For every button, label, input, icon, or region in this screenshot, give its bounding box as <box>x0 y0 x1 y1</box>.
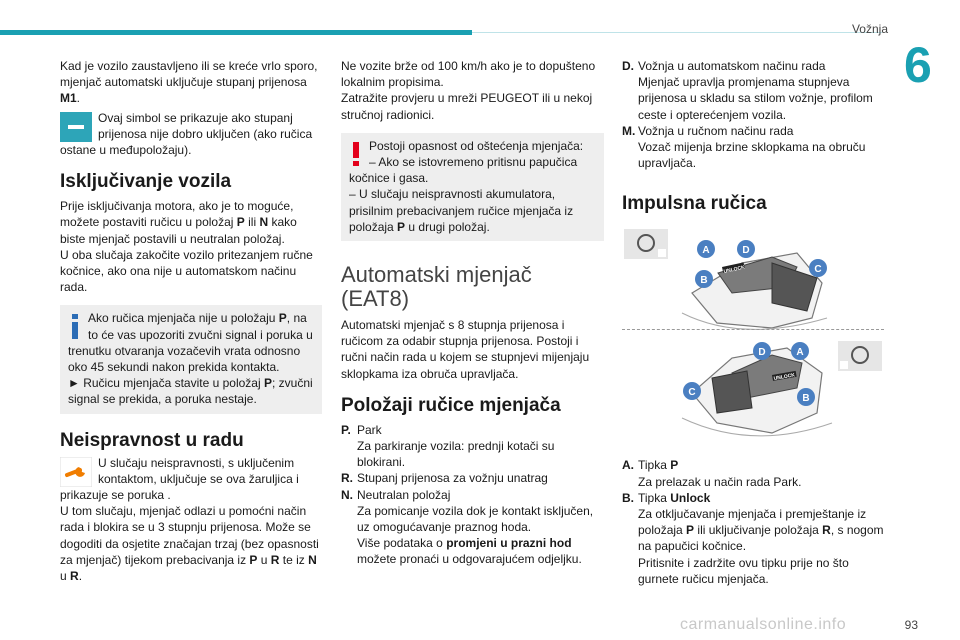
list-item: M. Vožnja u ručnom načinu rada Vozač mijenja brzine sklopkama na obruču upravljača. <box>622 123 866 171</box>
paragraph-eat8: Automatski mjenjač s 8 stupnja prijenosa i ručicom za odabir stupnja prijenosa. Postoji i ručni način rada u kojem se stupnjevi mijenjaju sklopkama iza obruča upravljača. <box>341 318 590 381</box>
paragraph-check: Zatražite provjeru u mreži PEUGEOT ili u nekoj stručnoj radionici. <box>341 91 593 122</box>
list-item: D. Vožnja u automatskom načinu rada Mjenjač upravlja promjenama stupnjeva prijenosa u skladu sa stilom vožnje, profilom ceste i opterećenjem vozila. <box>622 59 873 122</box>
info-icon <box>68 312 82 340</box>
watermark: carmanualsonline.info <box>680 616 847 633</box>
paragraph-shutdown: Prije isključivanja motora, ako je to moguće, možete postaviti ručicu u položaj P ili N kako biste mjenjač postavili u neutralan položaj. <box>60 199 297 246</box>
figure-label-text: D <box>742 245 750 257</box>
steering-wheel-left-icon <box>624 229 668 259</box>
chapter-number: 6 <box>904 37 932 93</box>
unlock-button-label: UNLOCK <box>773 372 796 383</box>
paragraph-fault-detail: U tom slučaju, mjenjač odlazi u pomoćni način rada i blokira se u 3 stupnju prijenosa. Može se dogoditi da osjetite značajan trzaj (bez opasnosti za mjenjač) tijekom prebacivanja iz P u R te iz N u R. <box>60 504 319 584</box>
list-item: R. Stupanj prijenosa za vožnju unatrag <box>341 471 548 486</box>
figure-label-text: B <box>700 275 708 287</box>
page-number: 93 <box>904 618 918 632</box>
paragraph-speed: Ne vozite brže od 100 km/h ako je to dopušteno lokalnim propisima. <box>341 59 596 90</box>
list-item: B. Tipka Unlock Za otključavanje mjenjača i premještanje iz položaja P ili uključivanje položaja R, s nogom na papučici kočnice. Pritisnite i zadržite ovu tipku prije no što gurnete ručicu mjenjača. <box>622 490 884 586</box>
gear-selector-top-drawing <box>682 253 827 329</box>
figure-label-text: D <box>758 347 766 359</box>
heading-automatic: Automatski mjenjač (EAT8) <box>341 262 532 312</box>
gear-selector-illustration <box>622 223 884 453</box>
figure-label-text: C <box>688 387 696 399</box>
figure-label-text: A <box>702 245 710 257</box>
gear-selector-figure <box>622 223 884 453</box>
figure-label-text: C <box>814 264 822 276</box>
wrench-icon <box>60 457 92 487</box>
figure-label-text: A <box>796 347 804 359</box>
list-item: P. Park Za parkiranje vozila: prednji kotači su blokirani. <box>341 422 555 470</box>
heading-iskljucivanje: Isključivanje vozila <box>60 171 232 193</box>
gear-indicator-icon <box>60 112 92 142</box>
section-title: Vožnja <box>851 22 888 36</box>
info-note: Ako ručica mjenjača nije u položaju P, na to će vas upozoriti zvučni signal i poruka u trenutku otvaranja vozačevih vrata odnosno oko 45 sekundi nakon prekida kontakta. ► Ručicu mjenjača stavite u položaj P; zvučni signal se prekida, a poruka nestaje. <box>60 305 322 413</box>
heading-impulsna: Impulsna ručica <box>622 193 767 215</box>
positions-list <box>341 422 604 568</box>
legend-list <box>622 457 884 587</box>
column-3 <box>622 58 884 587</box>
list-item: N. Neutralan položaj Za pomicanje vozila dok je kontakt isključen, uz omogućavanje praznog hoda. Više podataka o promjeni u prazni hod možete pronaći u odgovarajućem odjeljku. <box>341 487 594 567</box>
fault-note: U slučaju neispravnosti, s uključenim kontaktom, uključuje se ova žaruljica i prikazuje se poruka . <box>60 455 299 503</box>
paragraph-handbrake: U oba slučaja zakočite vozilo pritezanjem ručne kočnice, ako ona nije u automatskom načinu rada. <box>60 247 313 295</box>
unlock-button-label: UNLOCK <box>723 265 746 276</box>
list-item: A. Tipka P Za prelazak u način rada Park. <box>622 458 802 489</box>
paragraph-m1: Kad je vozilo zaustavljeno ili se kreće vrlo sporo, mjenjač automatski uključuje stupanj prijenosa M1. <box>60 59 318 106</box>
warning-icon <box>349 140 363 168</box>
header-rule <box>472 32 882 33</box>
warning-note: Postoji opasnost od oštećenja mjenjača: – Ako se istovremeno pritisnu papučica kočnice i gasa. – U slučaju neispravnosti akumulatora, prisilnim prebacivanjem ručice mjenjača iz položaja P u drugi položaj. <box>341 133 604 241</box>
header-accent-bar <box>0 30 472 35</box>
steering-wheel-right-icon <box>838 341 882 371</box>
figure-label-text: B <box>802 393 810 405</box>
heading-polozaji: Položaji ručice mjenjača <box>341 394 561 416</box>
figure-divider <box>622 329 884 330</box>
column-1 <box>60 58 322 584</box>
symbol-note: Ovaj simbol se prikazuje ako stupanj prijenosa nije dobro uključen (ako ručica ostane u međupoložaju). <box>60 110 313 158</box>
column-2 <box>341 58 604 568</box>
heading-neispravnost: Neispravnost u radu <box>60 429 244 451</box>
